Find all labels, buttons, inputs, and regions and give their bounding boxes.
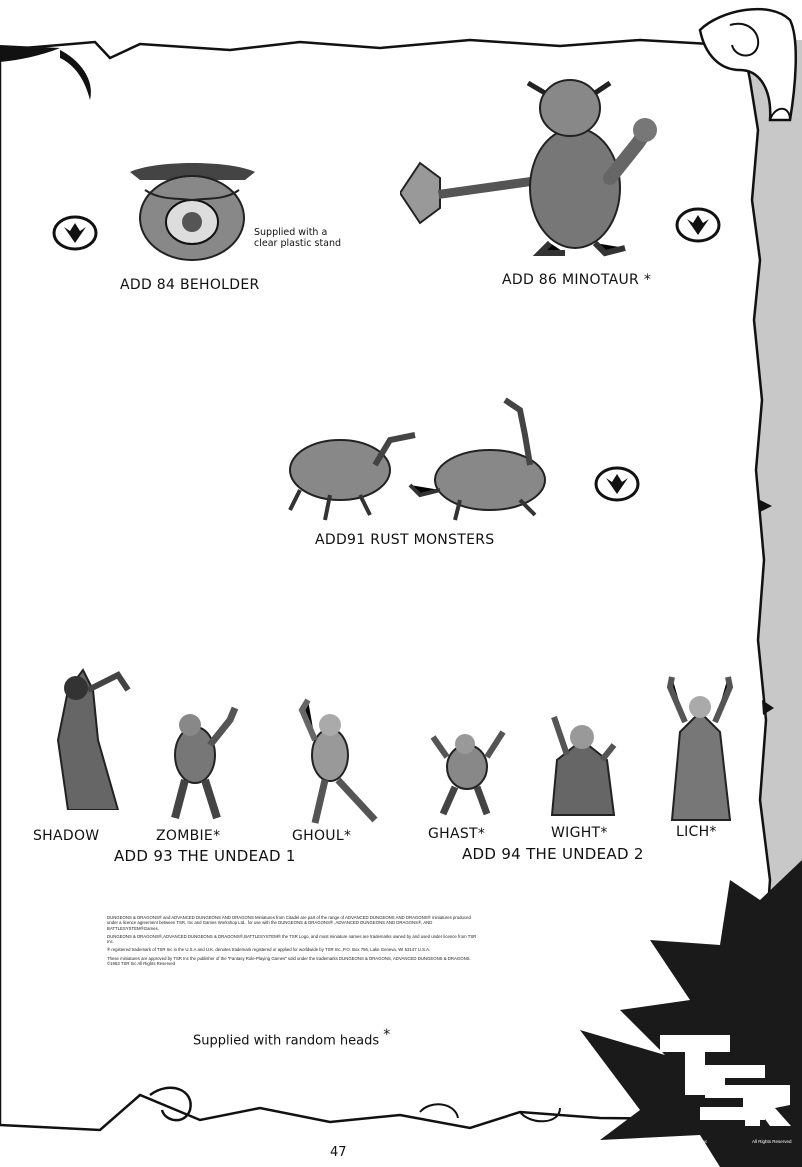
- wight-label: WIGHT*: [551, 825, 608, 841]
- copyright-left: 1983 TSR Hobbies Inc: [662, 1139, 708, 1144]
- beholder-note-line2: clear plastic stand: [254, 238, 342, 249]
- ghoul-figure: [290, 695, 385, 825]
- tsr-seal-icon: [594, 466, 640, 502]
- tsr-seal-icon: [675, 207, 721, 243]
- rust-monsters-label: ADD91 RUST MONSTERS: [315, 532, 495, 548]
- lich-figure: [660, 672, 740, 822]
- random-heads-text: Supplied with random heads: [193, 1033, 380, 1049]
- legal-paragraph: DUNGEONS & DRAGONS®,ADVANCED DUNGEONS & DRAGONS®,BATTLESYSTEM® the TSR Logo, and most miniature names are trademarks owned by and used under licence from TSR Inc.: [107, 933, 477, 945]
- ghast-figure: [425, 722, 510, 817]
- undead-2-label: ADD 94 THE UNDEAD 2: [462, 845, 644, 863]
- ghoul-label: GHOUL*: [292, 828, 352, 844]
- minotaur-figure: [400, 68, 660, 258]
- beholder-note-line1: Supplied with a: [254, 227, 328, 238]
- zombie-label: ZOMBIE*: [156, 828, 221, 844]
- beholder-figure: [125, 160, 260, 265]
- legal-paragraph: ® registered trademark of TSR Inc in the U.S.A and U.K. denotes trademark registered or applied for worldwide by TSR Inc.,P.O. Box 756, Lake Geneva, WI 53147 U.S.A.: [107, 947, 431, 953]
- minotaur-label: ADD 86 MINOTAUR *: [502, 272, 652, 288]
- ghast-label: GHAST*: [428, 826, 486, 842]
- beholder-label: ADD 84 BEHOLDER: [120, 277, 260, 293]
- random-heads-note: [193, 1027, 390, 1048]
- copyright-right: All Rights Reserved: [752, 1139, 792, 1144]
- undead-1-label: ADD 93 THE UNDEAD 1: [114, 847, 296, 865]
- asterisk-mark: *: [383, 1027, 391, 1043]
- shadow-figure: [38, 660, 133, 810]
- rust-monsters-figure: [280, 395, 570, 525]
- wight-figure: [542, 705, 622, 820]
- shadow-label: SHADOW: [33, 828, 100, 844]
- legal-paragraph: DUNGEONS & DRAGONS® and ADVANCED DUNGEONS AND DRAGONS Miniatures from Citadel are part of the range of ADVANCED DUNGEONS AND DRAGONS® miniatures produced under a licence agreement between TSR, Inc and Games Workshop Ltd., for use with the DUNGEONS & DRAGONS® ,ADVANCED DUNGEONS AND DRAGONS®, AND BATTLESYSTEM®Games.: [107, 915, 471, 931]
- zombie-figure: [155, 700, 245, 820]
- tsr-seal-icon: [52, 215, 98, 251]
- tsr-logo: [655, 1030, 795, 1130]
- logo-text: TSR: [655, 1030, 657, 1031]
- page-number: 47: [330, 1145, 347, 1160]
- beholder-note: [254, 227, 341, 249]
- legal-paragraph: These miniatures are approved by TSR Inc the publisher of the "Fantasy Role-Playing Games" sold under the trademarks DUNGEONS & DRAGONS, ADVANCED DUNGEONS & DRAGONS. ©1983 TSR Inc All Rights Reserved: [107, 955, 471, 967]
- lich-label: LICH*: [676, 824, 717, 840]
- legal-notice: [107, 915, 477, 969]
